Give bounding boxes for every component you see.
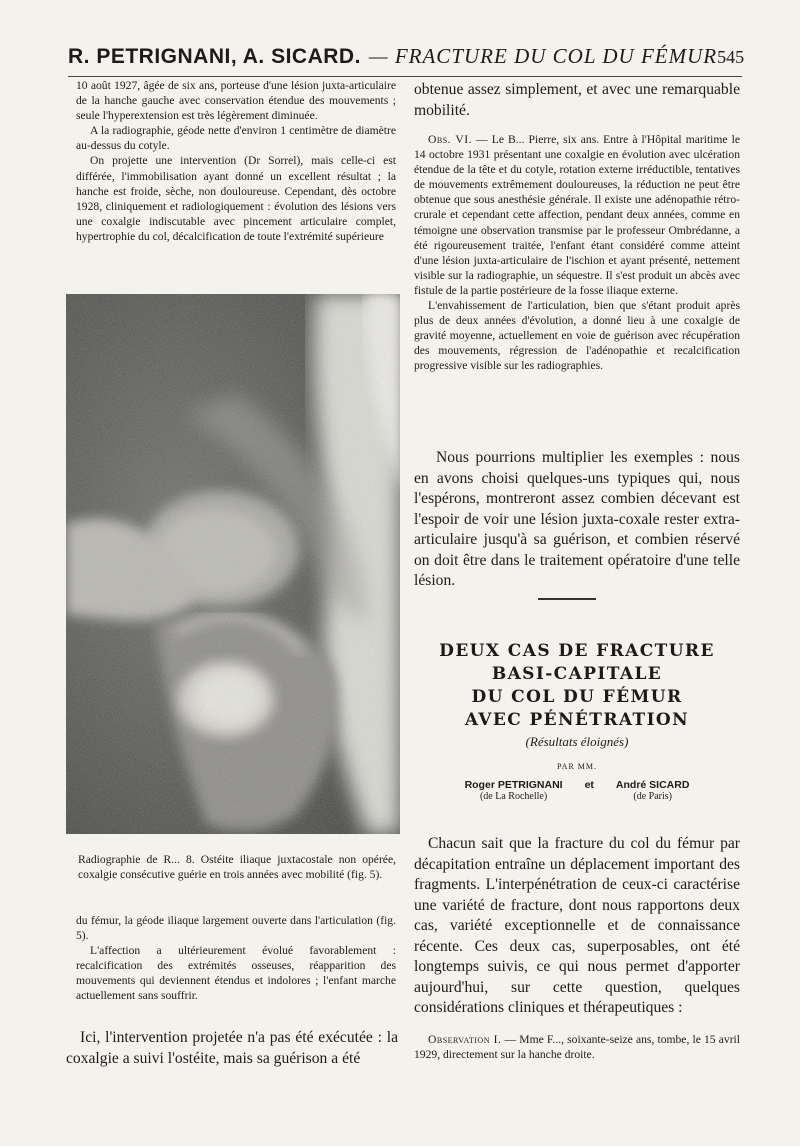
radiograph-figure	[66, 294, 400, 834]
article-subtitle: (Résultats éloignés)	[525, 734, 629, 749]
obs1-label: Observation I.	[428, 1033, 502, 1046]
author-2	[616, 779, 690, 802]
left-large-paragraph	[66, 1028, 398, 1069]
right-top-paragraph: obtenue assez simplement, et avec une remarquable mobilité.	[414, 81, 740, 119]
author-2-name: André SICARD	[615, 779, 690, 791]
obs1-text: — Mme F..., soixante-seize ans, tombe, le 15 avril 1929, directement sur la hanche droite.	[414, 1033, 740, 1062]
author-1-name: Roger PETRIGNANI	[464, 779, 563, 791]
article-intro	[414, 834, 740, 1019]
header-running-title: — FRACTURE DU COL DU FÉMUR	[368, 44, 718, 68]
article-title-line-3: DU COL DU FÉMUR	[471, 687, 683, 707]
left-paragraph-2: A la radiographie, géode nette d'environ 1 centimètre de diamètre au-dessus du cotyle.	[76, 124, 396, 153]
author-1-place: (de La Rochelle)	[479, 791, 548, 802]
right-large-paragraph	[414, 448, 740, 592]
left-column-top-text	[76, 78, 396, 244]
left-paragraph-3: On projette une intervention (Dr Sorrel), mais celle-ci est différée, l'immobilisation ayant donné un excellent résultat ; la hanche est froide, sèche, non douloureuse. Cependant, dès octobre 1928, cliniquement et radiologiquement : évolution des lésions vers une coxalgie indiscutable avec pincement articulaire complet, hypertrophie du col, décalcification de toute l'extrémité supérieure	[76, 154, 396, 243]
article-par: PAR MM.	[556, 762, 598, 771]
author-conjunction: et	[584, 779, 594, 791]
right-top-text	[414, 80, 740, 121]
article-title-line-4: AVEC PÉNÉTRATION	[464, 710, 690, 730]
right-large-text: Nous pourrions multiplier les exemples : nous en avons choisi quelques-uns typiques qui, nous l'espérons, montreront assez combien décevant est l'espoir de voir une lésion juxta-coxale rester extra-articulaire jusqu'à sa guérison, et combien réservé on doit être dans le traitement opératoire d'une telle lésion.	[414, 449, 740, 589]
obs6-text: — Le B... Pierre, six ans. Entre à l'Hôpital maritime le 14 octobre 1931 présentant une coxalgie en évolution avec ulcération étendue de la tête et du cotyle, rotation externe irréductible, tentatives de mouvements extrêmement douloureuses, la réduction ne peut être obtenue que sous anesthésie générale. Il existe une adénopathie rétro-crurale et cependant cette affection, pendant deux années, comme en témoigne une observation transmise par le professeur Ombrédanne, a été rigoureusement traitée, l'enfant étant considéré comme atteint d'une lésion juxta-articulaire de l'ischion et ayant présenté, nettement visible sur la radiographie, un séquestre. Il s'est produit un abcès avec fistule de la partie postérieure de la fosse iliaque externe.	[414, 133, 740, 297]
radiograph-image	[66, 294, 400, 834]
left-column-bottom-text	[76, 913, 396, 1004]
article-title-block	[414, 640, 740, 802]
header-authors: R. PETRIGNANI, A. SICARD.	[68, 45, 361, 68]
left-paragraph-1: 10 août 1927, âgée de six ans, porteuse d'une lésion juxta-articulaire de la hanche gauche avec conservation étendue des mouvements ; seule l'hyperextension est très légèrement diminuée.	[76, 79, 396, 123]
page-number: 545	[717, 47, 745, 67]
left-bottom-paragraph-1: du fémur, la géode iliaque largement ouverte dans l'articulation (fig. 5).	[76, 914, 396, 943]
article-intro-text: Chacun sait que la fracture du col du fémur par décapitation entraîne un déplacement important des fragments. L'interpénétration de ceux-ci caractérise une variété de fracture, dont nous rapportons deux cas, variété exceptionnelle et de connaissance récente. Ces deux cas, superposables, ont été longtemps suivis, ce qui nous permet d'apporter aujourd'hui, sur cette question, quelques considérations cliniques et thérapeutiques :	[414, 835, 740, 1016]
observation-1	[414, 1032, 740, 1062]
obs6-paragraph-2: L'envahissement de l'articulation, bien que s'étant produit après plus de deux années d'évolution, a donné lieu à une coxalgie de gravité moyenne, actuellement en voie de guérison avec récupération des mouvements, régression de l'adénopathie et recalcification progressive visible sur les radiographies.	[414, 299, 740, 373]
left-large-text: Ici, l'intervention projetée n'a pas été exécutée : la coxalgie a suivi l'ostéite, mais sa guérison a été	[66, 1029, 398, 1067]
figure-caption: Radiographie de R... 8. Ostéite iliaque juxtacostale non opérée, coxalgie consécutive guérie en trois années avec mobilité (fig. 5).	[78, 853, 396, 882]
observation-6	[414, 132, 740, 374]
article-authors	[414, 779, 740, 802]
article-title-line-2: BASI-CAPITALE	[491, 664, 663, 684]
author-1	[465, 779, 563, 802]
obs6-label: Obs. VI.	[428, 133, 473, 146]
article-title-line-1: DEUX CAS DE FRACTURE	[439, 641, 715, 661]
author-2-place: (de Paris)	[633, 791, 672, 802]
left-bottom-paragraph-2: L'affection a ultérieurement évolué favorablement : recalcification des extrémités osseuses, réapparition des mouvements qui deviennent étendus et indolores ; l'enfant marche actuellement sans souffrir.	[76, 944, 396, 1003]
page-header	[68, 44, 745, 77]
section-divider	[538, 598, 596, 600]
